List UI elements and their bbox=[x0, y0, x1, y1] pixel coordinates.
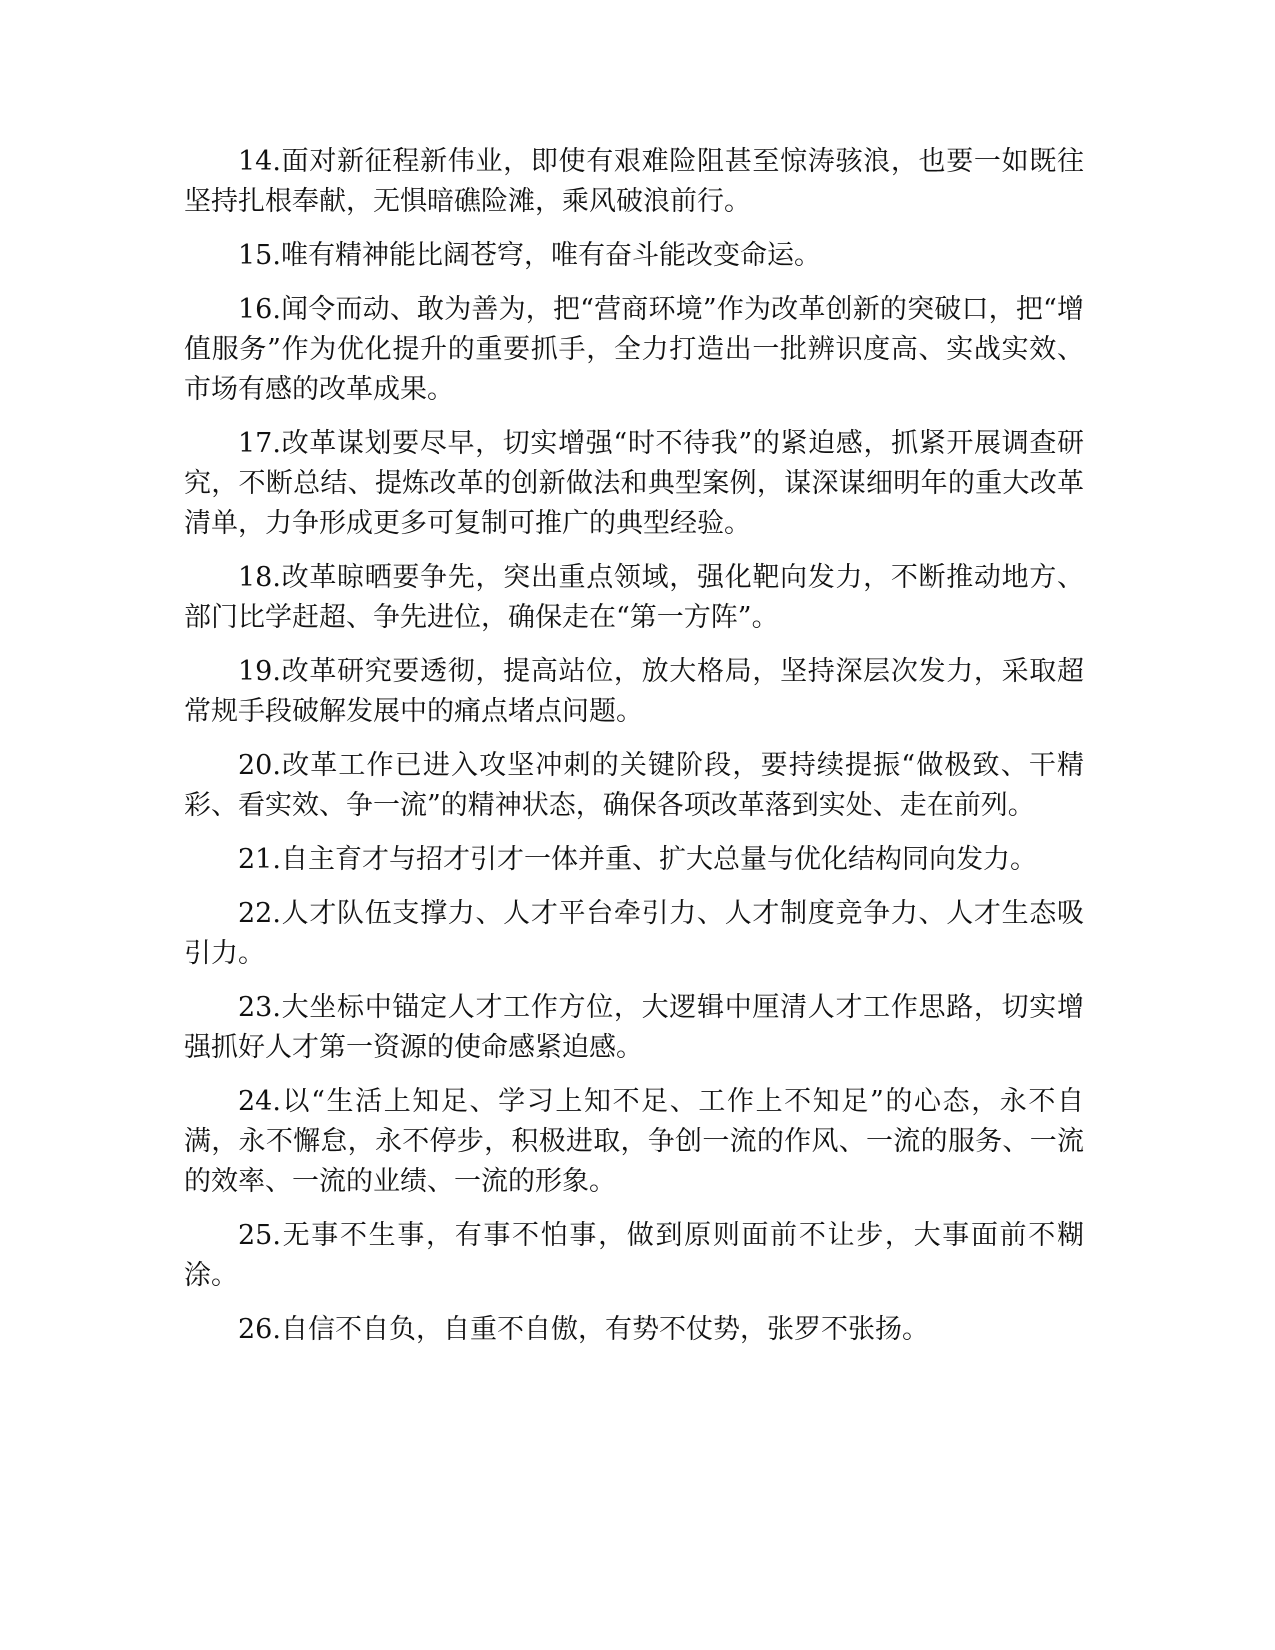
paragraph-16: 16.闻令而动、敢为善为，把“营商环境”作为改革创新的突破口，把“增值服务”作为优化提升的重要抓手，全力打造出一批辨识度高、实战实效、市场有感的改革成果。 bbox=[184, 294, 1084, 405]
paragraph-23: 23.大坐标中锚定人才工作方位，大逻辑中厘清人才工作思路，切实增强抓好人才第一资源的使命感紧迫感。 bbox=[184, 992, 1084, 1063]
paragraph-17: 17.改革谋划要尽早，切实增强“时不待我”的紧迫感，抓紧开展调查研究，不断总结、提炼改革的创新做法和典型案例，谋深谋细明年的重大改革清单，力争形成更多可复制可推广的典型经验。 bbox=[184, 428, 1084, 539]
paragraph-24: 24.以“生活上知足、学习上知不足、工作上不知足”的心态，永不自满，永不懈怠，永不停步，积极进取，争创一流的作风、一流的服务、一流的效率、一流的业绩、一流的形象。 bbox=[184, 1086, 1084, 1197]
paragraph-19: 19.改革研究要透彻，提高站位，放大格局，坚持深层次发力，采取超常规手段破解发展中的痛点堵点问题。 bbox=[184, 656, 1084, 727]
paragraph-14: 14.面对新征程新伟业，即使有艰难险阻甚至惊涛骇浪，也要一如既往坚持扎根奉献，无惧暗礁险滩，乘风破浪前行。 bbox=[184, 146, 1084, 217]
document-body bbox=[184, 142, 1084, 1364]
paragraph-21: 21.自主育才与招才引才一体并重、扩大总量与优化结构同向发力。 bbox=[238, 844, 1037, 875]
paragraph-18: 18.改革晾晒要争先，突出重点领域，强化靶向发力，不断推动地方、部门比学赶超、争先进位，确保走在“第一方阵”。 bbox=[184, 562, 1084, 633]
paragraph-26: 26.自信不自负，自重不自傲，有势不仗势，张罗不张扬。 bbox=[238, 1314, 929, 1345]
paragraph-20: 20.改革工作已进入攻坚冲刺的关键阶段，要持续提振“做极致、干精彩、看实效、争一流”的精神状态，确保各项改革落到实处、走在前列。 bbox=[184, 750, 1084, 821]
paragraph-25: 25.无事不生事，有事不怕事，做到原则面前不让步，大事面前不糊涂。 bbox=[184, 1220, 1084, 1291]
paragraph-22: 22.人才队伍支撑力、人才平台牵引力、人才制度竞争力、人才生态吸引力。 bbox=[184, 898, 1084, 969]
paragraph-15: 15.唯有精神能比阔苍穹，唯有奋斗能改变命运。 bbox=[238, 240, 821, 271]
